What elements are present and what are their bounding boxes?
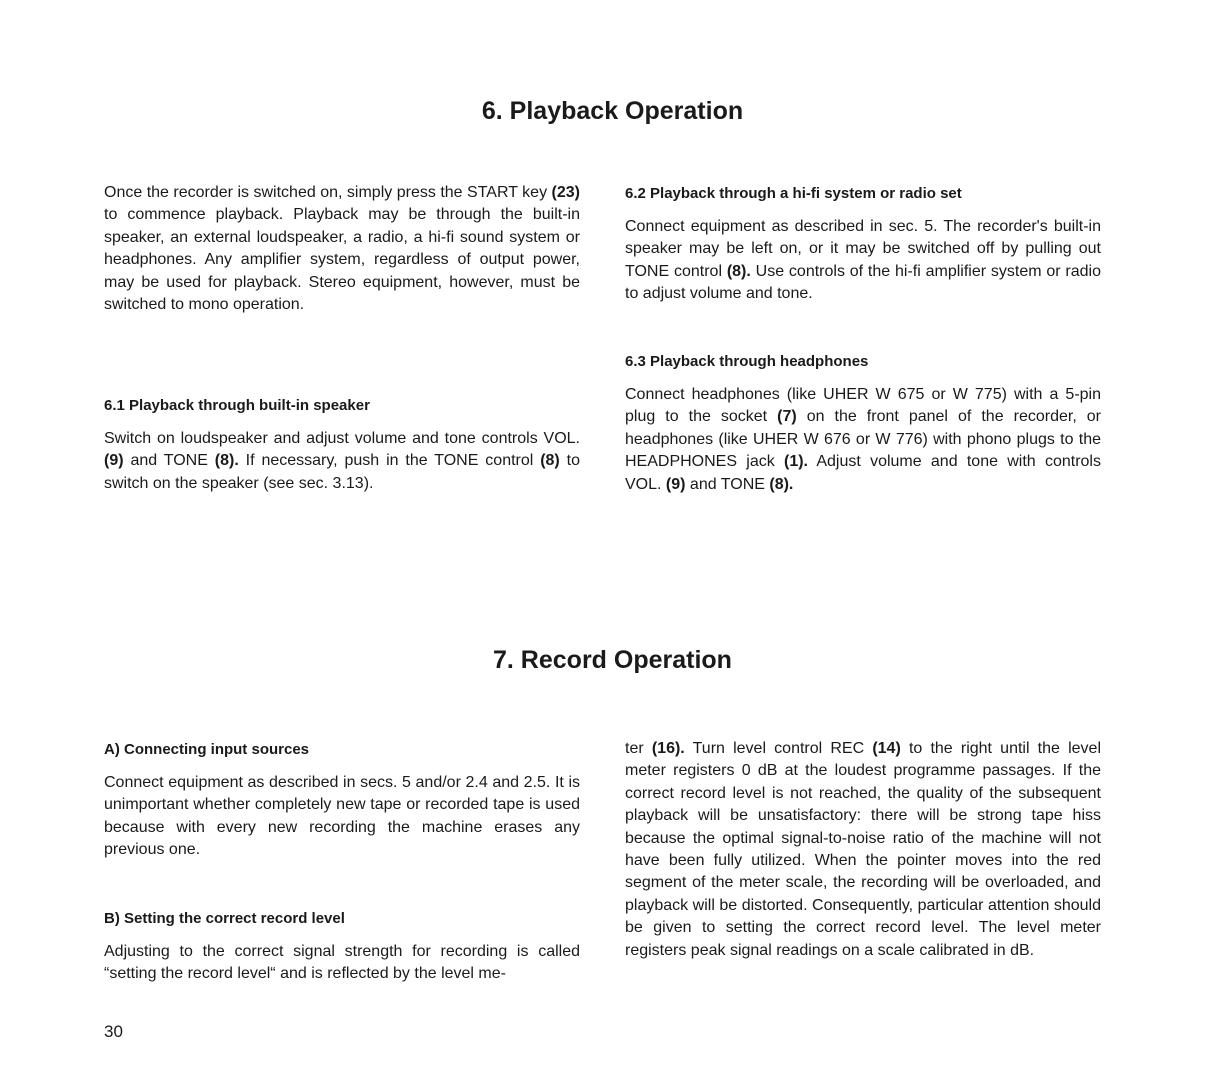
control-reference: (1). xyxy=(783,453,808,471)
section-7-b-column xyxy=(104,909,580,986)
section-6-title: 6. Playback Operation xyxy=(481,97,744,125)
section-7-a-column xyxy=(104,740,580,862)
section-6-1-column xyxy=(104,396,580,495)
section-7-b-paragraph: Adjusting to the correct signal strength for recording is called “setting the record level“ and is reflected by the level me- xyxy=(104,943,580,983)
section-6-2-heading: 6.2 Playback through a hi-fi system or radio set xyxy=(625,185,962,202)
section-6-3-heading: 6.3 Playback through headphones xyxy=(625,353,869,370)
section-6-intro-paragraph: Once the recorder is switched on, simply press the START key (23) to commence playback. Playback may be through the built-in speaker, an external loudspeaker, a radio, a hi-fi sound system or headphones. Any amplifier system, regardless of output power, may be used for playback. Stereo equipment, however, must be switched to mono operation. xyxy=(104,184,580,314)
section-6-3-column xyxy=(625,352,1101,496)
section-6-1-heading: 6.1 Playback through built-in speaker xyxy=(104,397,370,414)
control-reference: (23) xyxy=(551,184,580,201)
section-7-right-column xyxy=(625,738,1101,962)
control-reference: (8). xyxy=(769,475,794,493)
section-7-a-heading: A) Connecting input sources xyxy=(104,741,310,758)
section-7-a-paragraph: Connect equipment as described in secs. 5 and/or 2.4 and 2.5. It is unimportant whether completely new tape or recorded tape is used because with every new recording the machine erases any previous one. xyxy=(104,774,580,859)
section-6-2-paragraph: Connect equipment as described in sec. 5. The recorder's built-in speaker may be left on, or it may be switched off by pulling out TONE control (8). Use controls of the hi-fi amplifier system or radio to adjust volume and tone. xyxy=(625,218,1101,303)
control-reference: (16). xyxy=(651,740,685,757)
control-reference: (7) xyxy=(777,408,797,426)
control-reference: (8) xyxy=(540,452,560,470)
control-reference: (9) xyxy=(104,452,124,470)
control-reference: (8). xyxy=(726,262,751,280)
section-7-b-heading: B) Setting the correct record level xyxy=(104,910,345,927)
section-6-3-paragraph: Connect headphones (like UHER W 675 or W 775) with a 5-pin plug to the socket (7) on the front panel of the recorder, or headphones (like UHER W 676 or W 776) with phono plugs to the HEADPHONES jack (1). Adjust volume and tone with controls VOL. (9) and TONE (8). xyxy=(625,386,1102,493)
section-7-title: 7. Record Operation xyxy=(493,646,732,674)
page-number: 30 xyxy=(104,1022,123,1041)
control-reference: (8). xyxy=(214,452,239,470)
control-reference: (9) xyxy=(665,475,686,493)
control-reference: (14) xyxy=(872,740,901,757)
section-6-1-paragraph: Switch on loudspeaker and adjust volume and tone controls VOL. (9) and TONE (8). If necessary, push in the TONE control (8) to switch on the speaker (see sec. 3.13). xyxy=(104,430,580,492)
section-6-2-column xyxy=(625,184,1101,306)
section-6-intro-column xyxy=(104,182,580,316)
section-7-b-continued-paragraph: ter (16). Turn level control REC (14) to the right until the level meter registers 0 dB at the loudest programme passages. If the correct record level is not reached, the quality of the subsequent playback will be unsatisfactory: there will be strong tape hiss because the optimal signal-to-noise ratio of the machine will not have been fully utilized. When the pointer moves into the red segment of the meter scale, the recording will be overloaded, and playback will be distorted. Consequently, particular attention should be given to setting the correct record level. The level meter registers peak signal readings on a scale calibrated in dB. xyxy=(625,740,1101,959)
